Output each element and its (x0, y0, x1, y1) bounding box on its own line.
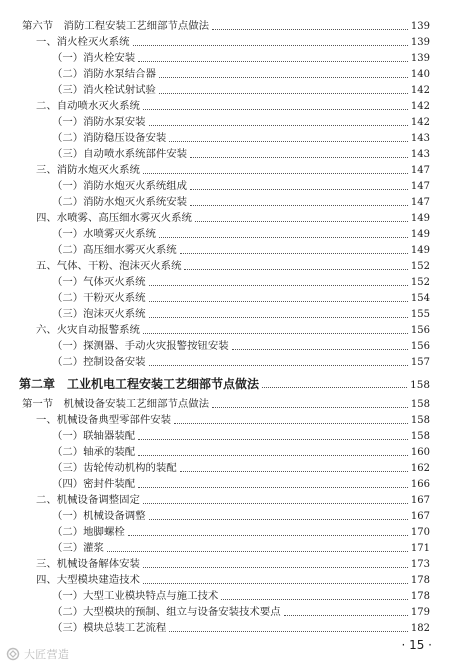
dot-leader (284, 615, 408, 616)
dot-leader (133, 45, 408, 46)
dot-leader (180, 471, 408, 472)
toc-entry-title: （一）机械设备调整 (52, 510, 146, 522)
toc-entry-title: （三）自动喷水系统部件安装 (52, 148, 188, 160)
toc-entry-page-number: 160 (410, 447, 430, 458)
toc-entry-page-number: 140 (410, 69, 430, 80)
toc-entry-title: （四）密封件装配 (52, 478, 136, 490)
toc-entry-title: （三）模块总装工艺流程 (52, 622, 167, 634)
toc-entry-item[interactable] (52, 67, 430, 81)
dot-leader (143, 503, 408, 504)
toc-entry-title: （一）消防水泵安装 (52, 116, 146, 128)
toc-entry-title: （二）轴承的装配 (52, 446, 136, 458)
dot-leader (169, 631, 408, 632)
toc-entry-item[interactable] (52, 429, 430, 443)
toc-entry-title: （一）消防水炮灭火系统组成 (52, 180, 188, 192)
watermark-logo-icon (6, 647, 22, 661)
toc-entry-title: 三、机械设备解体安装 (36, 558, 140, 570)
toc-entry-page-number: 162 (410, 463, 430, 474)
toc-entry-title: （三）齿轮传动机构的装配 (52, 462, 177, 474)
toc-entry-title: 二、自动喷水灭火系统 (36, 100, 140, 112)
dot-leader (174, 423, 408, 424)
toc-entry-item[interactable] (52, 147, 430, 161)
toc-entry-item[interactable] (52, 179, 430, 193)
toc-entry-item[interactable] (52, 509, 430, 523)
dot-leader (190, 189, 408, 190)
toc-entry-title: 二、机械设备调整固定 (36, 494, 140, 506)
toc-entry-item[interactable] (52, 131, 430, 145)
toc-entry-title: （二）高压细水雾灭火系统 (52, 244, 177, 256)
toc-entry-part[interactable] (36, 493, 430, 507)
toc-entry-part[interactable] (36, 259, 430, 273)
toc-entry-title: 一、消火栓灭火系统 (36, 36, 130, 48)
dot-leader (159, 77, 408, 78)
toc-entry-title: 四、水喷雾、高压细水雾灭火系统 (36, 212, 192, 224)
dot-leader (138, 487, 408, 488)
dot-leader (159, 237, 408, 238)
toc-entry-page-number: 182 (410, 623, 430, 634)
toc-entry-title: （一）气体灭火系统 (52, 276, 146, 288)
toc-entry-page-number: 139 (410, 53, 430, 64)
toc-entry-item[interactable] (52, 115, 430, 129)
dot-leader (143, 333, 408, 334)
dot-leader (149, 519, 408, 520)
toc-entry-part[interactable] (36, 323, 430, 337)
toc-entry-title: （二）消防水炮灭火系统安装 (52, 196, 188, 208)
toc-entry-page-number: 142 (410, 117, 430, 128)
dot-leader (143, 583, 408, 584)
toc-entry-page-number: 158 (410, 399, 430, 410)
toc-entry-title: 第六节 消防工程安装工艺细部节点做法 (22, 20, 210, 32)
toc-entry-title: （二）消防水泵结合器 (52, 68, 156, 80)
toc-entry-item[interactable] (52, 541, 430, 555)
toc-entry-page-number: 166 (410, 479, 430, 490)
dot-leader (169, 141, 408, 142)
page-number: · 15 · (401, 638, 432, 652)
toc-entry-title: （三）泡沫灭火系统 (52, 308, 146, 320)
toc-entry-page-number: 139 (410, 21, 430, 32)
toc-entry-item[interactable] (52, 243, 430, 257)
toc-entry-page-number: 142 (410, 85, 430, 96)
toc-entry-page-number: 147 (410, 197, 430, 208)
dot-leader (262, 387, 407, 388)
dot-leader (232, 349, 408, 350)
toc-entry-page-number: 143 (410, 133, 430, 144)
toc-entry-item[interactable] (52, 461, 430, 475)
toc-entry-page-number: 178 (410, 591, 430, 602)
toc-entry-page-number: 152 (410, 261, 430, 272)
toc-entry-page-number: 173 (410, 559, 430, 570)
toc-entry-page-number: 143 (410, 149, 430, 160)
toc-entry-page-number: 147 (410, 165, 430, 176)
toc-entry-title: （二）大型模块的预制、组立与设备安装技术要点 (52, 606, 281, 618)
dot-leader (138, 61, 408, 62)
dot-leader (143, 567, 408, 568)
toc-entry-page-number: 171 (410, 543, 430, 554)
toc-entry-item[interactable] (52, 445, 430, 459)
toc-entry-page-number: 149 (410, 213, 430, 224)
toc-entry-page-number: 149 (410, 245, 430, 256)
toc-entry-page-number: 167 (410, 495, 430, 506)
toc-entry-title: （三）灌浆 (52, 542, 104, 554)
dot-leader (107, 551, 408, 552)
toc-entry-item[interactable] (52, 83, 430, 97)
dot-leader (212, 407, 408, 408)
dot-leader (180, 253, 408, 254)
toc-entry-item[interactable] (52, 339, 430, 353)
toc-entry-title: （一）水喷雾灭火系统 (52, 228, 156, 240)
dot-leader (138, 439, 408, 440)
dot-leader (128, 535, 408, 536)
toc-entry-page-number: 149 (410, 229, 430, 240)
toc-entry-part[interactable] (36, 573, 430, 587)
toc-entry-page-number: 158 (410, 379, 430, 391)
toc-entry-page-number: 158 (410, 415, 430, 426)
toc-entry-page-number: 167 (410, 511, 430, 522)
toc-entry-title: （一）联轴器装配 (52, 430, 136, 442)
dot-leader (159, 93, 408, 94)
toc-entry-title: （二）消防稳压设备安装 (52, 132, 167, 144)
toc-entry-page-number: 156 (410, 341, 430, 352)
toc-entry-page-number: 170 (410, 527, 430, 538)
toc-entry-title: （二）控制设备安装 (52, 356, 146, 368)
toc-entry-item[interactable] (52, 227, 430, 241)
toc-entry-item[interactable] (52, 195, 430, 209)
dot-leader (149, 285, 408, 286)
toc-entry-title: 六、火灾自动报警系统 (36, 324, 140, 336)
toc-entry-section[interactable] (22, 19, 430, 33)
toc-entry-page-number: 158 (410, 431, 430, 442)
dot-leader (212, 29, 408, 30)
toc-entry-part[interactable] (36, 211, 430, 225)
watermark (6, 646, 69, 662)
toc-entry-item[interactable] (52, 477, 430, 491)
toc-entry-item[interactable] (52, 307, 430, 321)
toc-entry-title: （一）消火栓安装 (52, 52, 136, 64)
dot-leader (221, 599, 408, 600)
toc-entry-item[interactable] (52, 275, 430, 289)
toc-entry-title: 第二章 工业机电工程安装工艺细部节点做法 (19, 377, 260, 391)
toc-entry-page-number: 156 (410, 325, 430, 336)
toc-entry-part[interactable] (36, 99, 430, 113)
toc-entry-part[interactable] (36, 557, 430, 571)
toc-entry-page-number: 178 (410, 575, 430, 586)
dot-leader (149, 125, 408, 126)
toc-entry-chapter[interactable] (19, 375, 430, 393)
toc-entry-title: （二）地脚螺栓 (52, 526, 125, 538)
dot-leader (149, 365, 408, 366)
toc-entry-title: 五、气体、干粉、泡沫灭火系统 (36, 260, 182, 272)
toc-entry-title: （一）大型工业模块特点与施工技术 (52, 590, 219, 602)
toc-entry-page-number: 142 (410, 101, 430, 112)
toc-entry-page-number: 147 (410, 181, 430, 192)
toc-entry-item[interactable] (52, 355, 430, 369)
toc-entry-item[interactable] (52, 621, 430, 635)
toc-entry-part[interactable] (36, 413, 430, 427)
toc-entry-part[interactable] (36, 163, 430, 177)
dot-leader (190, 157, 408, 158)
toc-entry-title: （一）探测器、手动火灾报警按钮安装 (52, 340, 229, 352)
toc-entry-item[interactable] (52, 525, 430, 539)
toc-entry-item[interactable] (52, 589, 430, 603)
toc-entry-page-number: 139 (410, 37, 430, 48)
toc-entry-page-number: 157 (410, 357, 430, 368)
toc-entry-title: （二）干粉灭火系统 (52, 292, 146, 304)
toc-entry-item[interactable] (52, 291, 430, 305)
dot-leader (143, 173, 408, 174)
dot-leader (143, 109, 408, 110)
toc-entry-title: 四、大型模块建造技术 (36, 574, 140, 586)
dot-leader (149, 317, 408, 318)
toc-entry-page-number: 179 (410, 607, 430, 618)
dot-leader (190, 205, 408, 206)
dot-leader (149, 301, 408, 302)
toc-entry-item[interactable] (52, 605, 430, 619)
dot-leader (184, 269, 407, 270)
toc-entry-title: 三、消防水炮灭火系统 (36, 164, 140, 176)
dot-leader (195, 221, 408, 222)
toc-entry-page-number: 152 (410, 277, 430, 288)
toc-entry-title: 第一节 机械设备安装工艺细部节点做法 (22, 398, 210, 410)
dot-leader (138, 455, 408, 456)
toc-entry-title: （三）消火栓试射试验 (52, 84, 156, 96)
toc-entry-page-number: 154 (410, 293, 430, 304)
toc-entry-page-number: 155 (410, 309, 430, 320)
toc-entry-part[interactable] (36, 35, 430, 49)
toc-entry-title: 一、机械设备典型零部件安装 (36, 414, 172, 426)
toc-entry-item[interactable] (52, 51, 430, 65)
toc-entry-section[interactable] (22, 397, 430, 411)
watermark-text: 大匠营造 (24, 648, 70, 661)
